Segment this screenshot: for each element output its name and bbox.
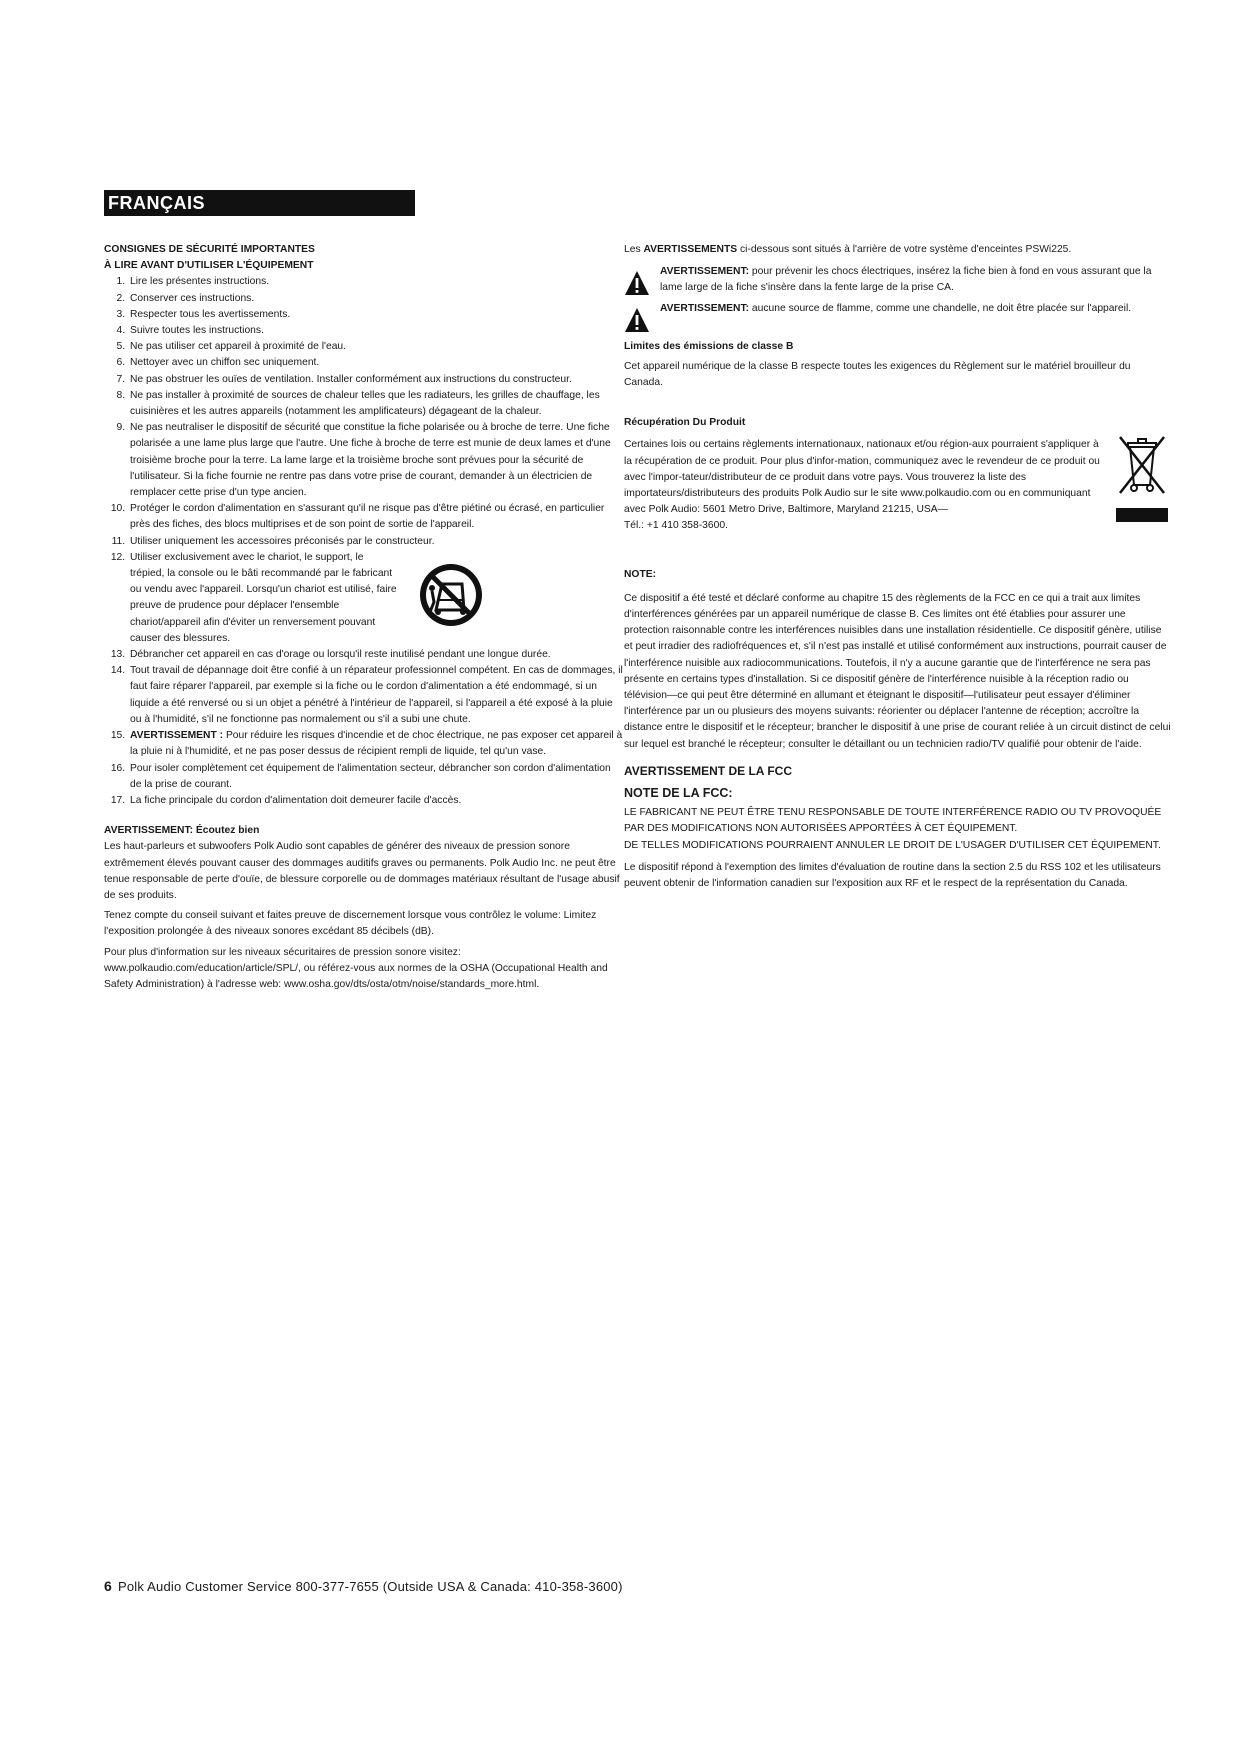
list-item: 11. Utiliser uniquement les accessoires préconisés par le constructeur. <box>128 534 624 550</box>
list-item: 3. Respecter tous les avertissements. <box>128 307 624 323</box>
item-warning-label: AVERTISSEMENT : <box>130 730 224 742</box>
list-item-text: Pour réduire les risques d'incendie et de choc électrique, ne pas exposer cet appareil à la pluie ni à l'humidité, et ne pas poser dessus de récipient rempli de liquide, tel qu'un vase. <box>130 730 623 758</box>
list-item <box>128 728 624 760</box>
intro-bold: AVERTISSEMENTS <box>643 244 738 255</box>
list-item: 1. Lire les présentes instructions. <box>128 274 624 290</box>
list-item: 4. Suivre toutes les instructions. <box>128 323 624 339</box>
weee-bin-symbol <box>1112 433 1172 507</box>
class-b-heading: Limites des émissions de classe B <box>624 340 794 352</box>
list-item: 10. Protéger le cordon d'alimentation en s'assurant qu'il ne risque pas d'être piétiné ou écrasé, en particulier près des fiches, des blocs multiprises et de son point de sortie de l'appareil. <box>128 501 624 533</box>
warning-text <box>660 301 1131 317</box>
listening-warning-heading: AVERTISSEMENT: Écoutez bien <box>104 825 260 837</box>
listening-warning-paragraph: Pour plus d'information sur les niveaux sécuritaires de pression sonore visitez: www.polkaudio.com/education/article/SPL/, ou référez-vous aux normes de la OSHA (Occupational Health and Safety Administration) à l'adresse web: www.osha.gov/dts/osta/otm/noise/standards_more.html. <box>104 946 608 990</box>
cart-warning-icon <box>418 562 484 628</box>
list-item: 17. La fiche principale du cordon d'alimentation doit demeurer facile d'accès. <box>128 793 624 809</box>
warning-body: aucune source de flamme, comme une chandelle, ne doit être placée sur l'appareil. <box>749 302 1132 314</box>
listening-warning-paragraph: Tenez compte du conseil suivant et faites preuve de discernement lorsque vous contrôlez le volume: Limitez l'exposition prolongée à des niveaux sonores excédant 85 décibels (dB). <box>104 910 597 938</box>
warning-label: AVERTISSEMENT: <box>660 302 750 314</box>
warning-text <box>660 264 1172 296</box>
fcc-note-text: Ce dispositif a été testé et déclaré conforme au chapitre 15 des règlements de la FCC en ce qui a trait aux limites d'interférences générées par un appareil numérique de classe B. Ces limites ont été établies pour assurer une protection raisonnable contre les interférences nuisibles dans une installation résidentielle. Ce dispositif génère, utilise et peut irradier des radiofréquences et, s'il n'est pas installé et utilisé conformément aux instructions, pourrait causer de l'interférence nuisible aux radiocommunications. Toutefois, il n'y a aucune garantie que de l'interférence ne sera pas présente en certains types d'installation. Si ce dispositif génère de l'interférence nuisible à la réception radio ou télévision—ce qui peut être déterminé en allumant et éteignant le dispositif—l'utilisateur peut essayer d'éliminer l'interférence par un ou plusieurs des moyens suivants: réorienter ou déplacer l'antenne de réception; accroître la distance entre le dispositif et le récepteur; brancher le dispositif à une prise de courant reliée à un circuit distinct de celui sur lequel est branché le récepteur; consulter le détaillant ou un technicien radio/TV qualifié pour obtenir de l'aide. <box>624 592 1171 750</box>
list-item: 8. Ne pas installer à proximité de sources de chaleur telles que les radiateurs, les grilles de chauffage, les cuisinières et les autres appareils (notamment les amplificateurs) dégageant de la chaleur. <box>128 388 624 420</box>
fcc-caps-text: LE FABRICANT NE PEUT ÊTRE TENU RESPONSABLE DE TOUTE INTERFÉRENCE RADIO OU TV PROVOQUÉE PAR DES MODIFICATIONS NON AUTORISÉES APPORTÉES À CET ÉQUIPEMENT. <box>624 807 1162 835</box>
safety-list <box>104 274 624 809</box>
list-item: 13. Débrancher cet appareil en cas d'orage ou lorsqu'il reste inutilisé pendant une longue durée. <box>128 647 624 663</box>
recovery-text: Certaines lois ou certains règlements internationaux, nationaux et/ou région-aux pourraient s'appliquer à la récupération de ce produit. Pour plus d'infor-mation, communiquez avec le revendeur de ce produit ou avec l'impor-tateur/distributeur de ce produit dans votre pays. Vous trouverez la liste des importateurs/distributeurs des produits Polk Audio sur le site www.polkaudio.com ou en communiquant avec Polk Audio: 5601 Metro Drive, Baltimore, Maryland 21215, USA— <box>624 439 1100 516</box>
warning-triangle-icon <box>624 307 650 333</box>
flame-warning <box>624 301 1172 333</box>
list-item: 16. Pour isoler complètement cet équipement de l'alimentation secteur, débrancher son cordon d'alimentation de la prise de courant. <box>128 761 624 793</box>
recovery-section <box>624 437 1172 534</box>
list-item-text: 12. Utiliser exclusivement avec le chariot, le support, le trépied, la console ou le bâti recommandé par le fabricant ou vendu avec l'appareil. Lorsqu'un chariot est utilisé, faire preuve de prudence pour déplacer l'ensemble chariot/appareil afin d'éviter un renversement pouvant causer des blessures. <box>130 551 397 644</box>
left-column <box>104 242 624 993</box>
recovery-phone: Tél.: +1 410 358-3600. <box>624 520 728 532</box>
list-item: 6. Nettoyer avec un chiffon sec uniquement. <box>128 355 624 371</box>
list-item: 14. Tout travail de dépannage doit être confié à un réparateur professionnel compétent. En cas de dommages, il faut faire réparer l'appareil, par exemple si la fiche ou le cordon d'alimentation a été endommagé, si un liquide a été renversé ou si un objet a pénétré à l'intérieur de l'appareil, si l'appareil a été exposé à la pluie ou à l'humidité, s'il ne fonctionne pas normalement ou s'il a subi une chute. <box>128 663 624 728</box>
crossed-bin-icon <box>1112 433 1172 495</box>
right-column <box>624 242 1172 892</box>
page-number: 6 <box>104 1578 112 1594</box>
warnings-intro <box>624 242 1172 258</box>
warning-label: AVERTISSEMENT: <box>660 266 750 278</box>
class-b-text: Cet appareil numérique de la classe B respecte toutes les exigences du Règlement sur le matériel brouilleur du Canada. <box>624 360 1131 389</box>
list-item: 2. Conserver ces instructions. <box>128 291 624 307</box>
footer-text: Polk Audio Customer Service 800-377-7655 (Outside USA & Canada: 410-358-3600) <box>118 1579 623 1594</box>
list-item <box>128 550 624 647</box>
warning-triangle-icon <box>624 270 650 296</box>
list-item: 7. Ne pas obstruer les ouïes de ventilation. Installer conformément aux instructions du constructeur. <box>128 372 624 388</box>
safety-heading-1: CONSIGNES DE SÉCURITÉ IMPORTANTES <box>104 244 315 255</box>
shock-warning <box>624 264 1172 296</box>
list-item: 5. Ne pas utiliser cet appareil à proximité de l'eau. <box>128 339 624 355</box>
recovery-heading: Récupération Du Produit <box>624 417 746 429</box>
listening-warning-paragraph: Les haut-parleurs et subwoofers Polk Audio sont capables de générer des niveaux de pression sonore extrêmement élevés pouvant causer des dommages auditifs graves ou permanents. Polk Audio Inc. ne peut être tenue responsable de perte d'ouïe, de blessure corporelle ou de dommages matériaux résultant de l'usage abusif de ses produits. <box>104 841 620 901</box>
weee-bar <box>1116 508 1168 522</box>
intro-text: Les <box>624 244 644 255</box>
note-heading: NOTE: <box>624 568 657 580</box>
language-banner: FRANÇAIS <box>104 190 415 216</box>
safety-heading-2: À LIRE AVANT D'UTILISER L'ÉQUIPEMENT <box>104 260 314 272</box>
warning-body: pour prévenir les chocs électriques, insérez la fiche bien à fond en vous assurant que la lame large de la fiche s'insère dans la fente large de la prise CA. <box>660 266 1152 294</box>
intro-text: ci-dessous sont situés à l'arrière de votre système d'enceintes PSWi225. <box>737 244 1072 255</box>
rss-text: Le dispositif répond à l'exemption des limites d'évaluation de routine dans la section 2.5 du RSS 102 et les utilisateurs peuvent obtenir de l'information canadien sur l'exposition aux RF et le respect de la représentation du Canada. <box>624 861 1161 890</box>
page-footer <box>104 1578 623 1594</box>
fcc-note-heading: NOTE DE LA FCC: <box>624 786 733 801</box>
fcc-warning-heading: AVERTISSEMENT DE LA FCC <box>624 763 793 778</box>
fcc-caps-text: DE TELLES MODIFICATIONS POURRAIENT ANNULER LE DROIT DE L'USAGER D'UTILISER CET ÉQUIPEMENT. <box>624 839 1161 851</box>
list-item: 9. Ne pas neutraliser le dispositif de sécurité que constitue la fiche polarisée ou à broche de terre. Une fiche polarisée a une lame plus large que l'autre. Une fiche à broche de terre est munie de deux lames et d'une troisième broche pour la terre. La lame large et la troisième broche sont prévues pour la sécurité de l'utilisateur. Si la fiche fournie ne rentre pas dans votre prise de courant, demander à un électricien de remplacer cette prise d'un type ancien. <box>128 420 624 501</box>
